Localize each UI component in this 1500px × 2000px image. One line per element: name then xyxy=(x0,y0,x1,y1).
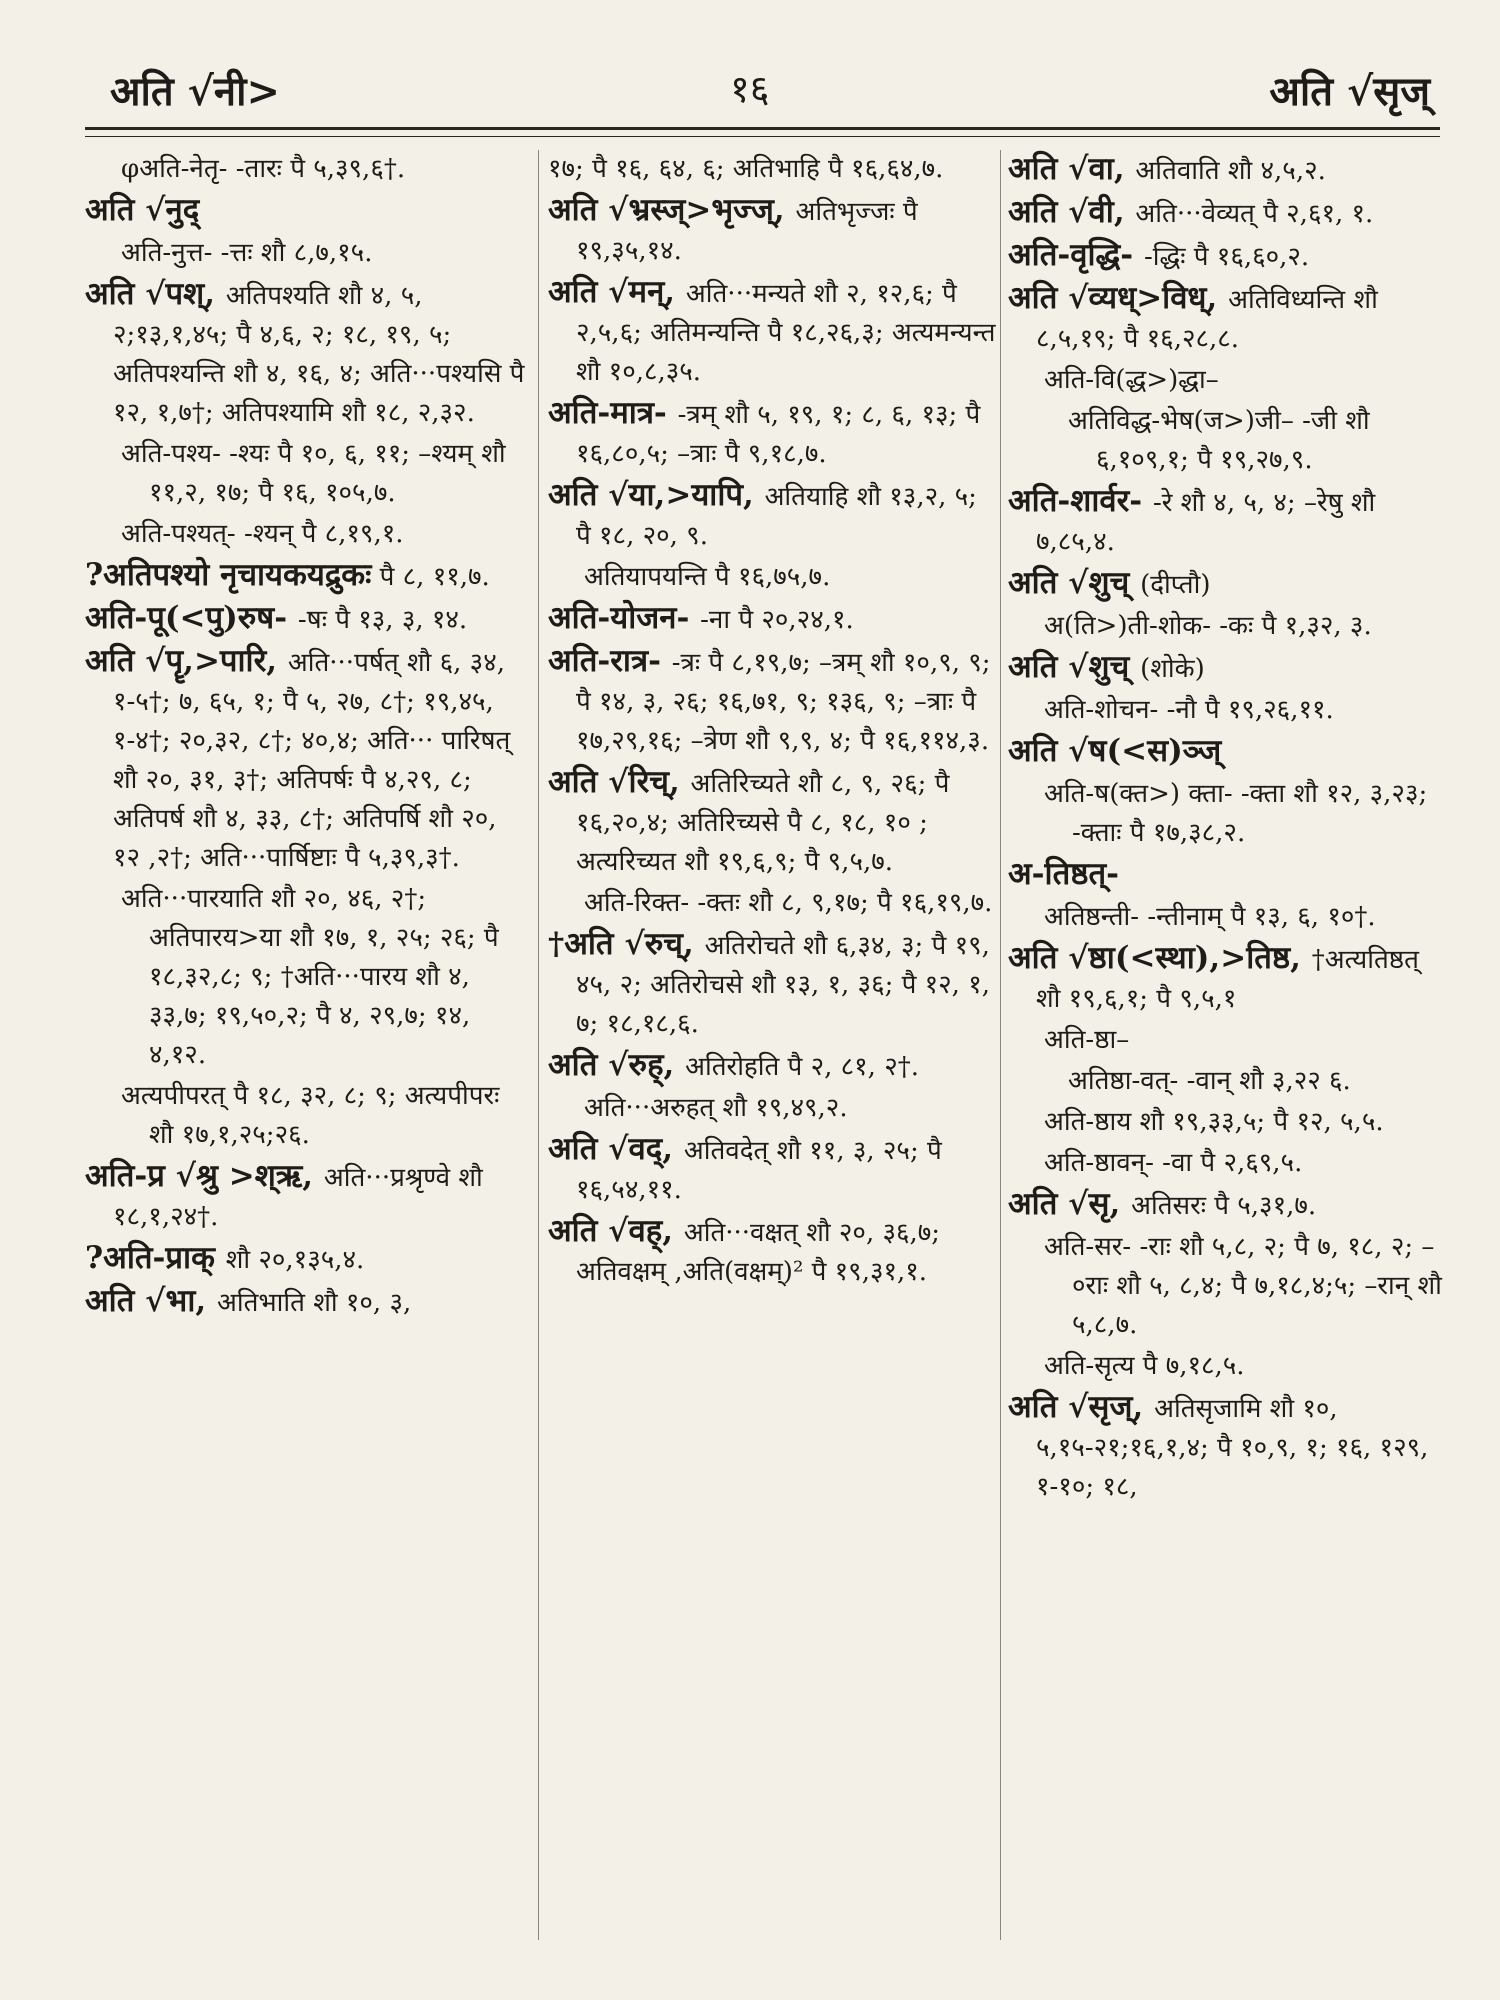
headword: अति √ष(<स)ञ्ज् xyxy=(1008,733,1222,769)
entry-body: अतिभाति शौ १०, ३, xyxy=(216,1288,412,1318)
entry-body: अतिरिच्यते शौ ८, ९, २६; पै १६,२०,४; अतिरिच्यसे पै ८, १८, १० ; अत्यरिच्यत शौ १९,६,९; पै ९,५,७. xyxy=(576,769,950,877)
headword: अति √रिच्, xyxy=(548,764,691,800)
dictionary-entry xyxy=(1008,1185,1448,1226)
entry-body: अति-रिक्त- -क्तः शौ ८, ९,१७; पै १६,१९,७. xyxy=(584,888,993,918)
entry-body: अतिसृजामि शौ १०, ५,१५-२१;१६,१,४; पै १०,९, १; १६, १२९, १-१०; १८, xyxy=(1036,1394,1429,1502)
headword: अति √पश्, xyxy=(85,276,226,312)
entry-body: अतिष्ठा-वत्- -वान् शौ ३,२२ ६. xyxy=(1068,1066,1351,1096)
headword: अति-शार्वर- xyxy=(1008,483,1153,519)
dictionary-entry xyxy=(1008,564,1448,605)
entry-body: शौ २०,१३५,४. xyxy=(225,1245,365,1275)
header-left-guide-word: अति √नी> xyxy=(110,68,281,115)
entry-body: अति-ष(क्त>) क्ता- -क्ता शौ १२, ३,२३; -क्ताः पै १७,३८,२. xyxy=(1044,779,1428,848)
headword: अति-मात्र- xyxy=(548,395,678,431)
headword: अति √भा, xyxy=(85,1283,217,1319)
headword: अति √व्यध्>विध्, xyxy=(1008,280,1229,316)
entry-body: अतिभृज्जः पै १९,३५,१४. xyxy=(576,197,918,266)
entry-body: अति···अरुहत् शौ १९,४९,२. xyxy=(584,1093,848,1123)
entry-body: अ(ति>)ती-शोक- -कः पै १,३२, ३. xyxy=(1044,611,1372,641)
dictionary-entry xyxy=(85,642,530,878)
entry-body: φअति-नेतृ- -तारः पै ५,३९,६†. xyxy=(121,154,406,184)
entry-body: अति···मन्यते शौ २, १२,६; पै २,५,६; अतिमन्यन्ति पै १८,२६,३; अत्यमन्यन्त शौ १०,८,३५. xyxy=(576,279,996,387)
entry-body: अत्यपीपरत् पै १८, ३२, ८; ९; अत्यपीपरः शौ १७,१,२५;२६. xyxy=(121,1081,500,1150)
dictionary-subentry xyxy=(1044,898,1448,937)
dictionary-entry xyxy=(85,1157,530,1237)
entry-body: अति-ष्ठा– xyxy=(1044,1025,1130,1055)
dictionary-entry xyxy=(548,1212,998,1292)
dictionary-entry xyxy=(1008,482,1448,562)
dictionary-subentry xyxy=(121,515,530,554)
entry-body: (शोके) xyxy=(1140,654,1205,684)
headword: अति √शुच् xyxy=(1008,565,1141,601)
headword: अति √सृ, xyxy=(1008,1186,1132,1222)
dictionary-subentry xyxy=(1044,1144,1448,1183)
entry-body: अति-ष्ठावन्- -वा पै २,६९,५. xyxy=(1044,1148,1303,1178)
dictionary-entry xyxy=(1008,279,1448,359)
dictionary-entry xyxy=(1008,648,1448,689)
entry-body: अति-वि(द्ध>)द्धा– xyxy=(1044,365,1219,395)
dictionary-subentry xyxy=(1044,361,1448,400)
headword: अति √वा, xyxy=(1008,151,1136,187)
dictionary-subentry xyxy=(1044,691,1448,730)
entry-body: अति-पश्यत्- -श्यन् पै ८,१९,१. xyxy=(121,519,404,549)
column-2 xyxy=(548,150,998,1960)
dictionary-subentry xyxy=(1044,1228,1448,1345)
headword: अति √या,>यापि, xyxy=(548,477,765,513)
headword: अ-तिष्ठत्- xyxy=(1008,856,1120,892)
headword: अति-वृद्धि- xyxy=(1008,237,1144,273)
entry-body: अतिपश्यति शौ ४, ५, २;१३,१,४५; पै ४,६, २; १८, १९, ५; अतिपश्यन्ति शौ ४, १६, ४; अति···पश्यसि पै १२, १,७†; अतिपश्यामि शौ १८, २,३२. xyxy=(113,281,525,428)
entry-body: अति-सर- -राः शौ ५,८, २; पै ७, १८, २; –०राः शौ ५, ८,४; पै ७,१८,४;५; –रान् शौ ५,८,७. xyxy=(1044,1232,1442,1340)
dictionary-entry xyxy=(1008,1388,1448,1507)
entry-body: अतिविध्यन्ति शौ ८,५,१९; पै १६,२८,८. xyxy=(1036,285,1378,354)
entry-body: अतिसरः पै ५,३१,७. xyxy=(1131,1191,1317,1221)
dictionary-subentry xyxy=(584,1089,998,1128)
page-header xyxy=(110,52,1430,132)
dictionary-entry xyxy=(548,1130,998,1210)
headword: अति √वह्, xyxy=(548,1213,684,1249)
headword: अति √वद्, xyxy=(548,1131,684,1167)
header-right-guide-word: अति √सृज् xyxy=(1269,68,1430,115)
dictionary-entry xyxy=(1008,150,1448,191)
entry-body: -ना पै २०,२४,१. xyxy=(700,605,854,635)
entry-body: -षः पै १३, ३, १४. xyxy=(297,605,468,635)
headword: अति √वी, xyxy=(1008,194,1136,230)
page-number: १६ xyxy=(730,67,770,111)
dictionary-entry xyxy=(548,191,998,271)
entry-body: †अत्यतिष्ठत् शौ १९,६,१; पै ९,५,१ xyxy=(1036,945,1419,1014)
dictionary-entry xyxy=(85,556,530,597)
dictionary-entry xyxy=(548,476,998,556)
column-divider xyxy=(1000,150,1001,1940)
dictionary-entry xyxy=(548,1046,998,1087)
entry-body: १७; पै १६, ६४, ६; अतिभाहि पै १६,६४,७. xyxy=(548,154,944,184)
entry-body: पै ८, ११,७. xyxy=(371,562,490,592)
column-3 xyxy=(1008,150,1448,1960)
headword: अति √रुह्, xyxy=(548,1047,686,1083)
entry-body: अतिवाति शौ ४,५,२. xyxy=(1135,156,1326,186)
header-rule xyxy=(85,127,1440,137)
dictionary-subentry xyxy=(1044,1021,1448,1060)
entry-body: अतिरोहति पै २, ८१, २†. xyxy=(685,1052,919,1082)
dictionary-subentry xyxy=(121,1077,530,1155)
entry-body: -त्रः पै ८,१९,७; –त्रम् शौ १०,९, ९; पै १४, ३, २६; १६,७१, ९; १३६, ९; –त्राः पै १७,२९,१६; –त्रेण शौ ९,९, ४; पै १६,११४,३. xyxy=(576,648,991,756)
dictionary-subentry xyxy=(1068,402,1448,480)
dictionary-subentry xyxy=(1044,607,1448,646)
dictionary-entry xyxy=(85,599,530,640)
headword: ?अतिपश्यो नृचायकयद्रुकः xyxy=(85,557,372,593)
entry-body: अति···वेव्यत् पै २,६१, १. xyxy=(1135,199,1374,229)
entry-body: अति···वक्षत् शौ २०, ३६,७; अतिवक्षम् ,अति(वक्षम्)² पै १९,३१,१. xyxy=(576,1218,941,1287)
dictionary-subentry xyxy=(121,150,530,189)
entry-body: अति···पारयाति शौ २०, ४६, २†; अतिपारय>या शौ १७, १, २५; २६; पै १८,३२,८; ९; †अति···पारय शौ ४, ३३,७; १९,५०,२; पै ४, २९,७; १४, ४,१२. xyxy=(121,884,499,1070)
entry-body: अति···प्रश्रृण्वे शौ १८,१,२४†. xyxy=(113,1163,483,1232)
headword: अति √मन्, xyxy=(548,274,686,310)
dictionary-entry xyxy=(548,763,998,882)
dictionary-subentry xyxy=(1044,1103,1448,1142)
entry-body: अति···पर्षत् शौ ६, ३४, १-५†; ७, ६५, १; पै ५, २७, ८†; १९,४५, १-४†; २०,३२, ८†; ४०,४; अति··· पारिषत् शौ २०, ३१, ३†; अतिपर्षः पै ४,२९, ८; अतिपर्ष शौ ४, ३३, ८†; अतिपर्षि शौ २०, १२ ,२†; अति···पार्षिष्टाः पै ५,३९,३†. xyxy=(113,648,511,873)
column-1 xyxy=(85,150,530,1960)
dictionary-entry xyxy=(85,1282,530,1323)
headword: अति √भ्रस्ज्>भृज्ज्, xyxy=(548,192,796,228)
headword: †अति √रुच्, xyxy=(548,926,705,962)
dictionary-entry xyxy=(85,191,530,232)
dictionary-entry xyxy=(85,1239,530,1280)
headword: अति √पॄ,>पारि, xyxy=(85,643,288,679)
entry-body: अतिविद्ध-भेष(ज>)जी– -जी शौ ६,१०९,१; पै १९,२७,९. xyxy=(1068,406,1370,475)
dictionary-subentry xyxy=(548,150,998,189)
dictionary-entry xyxy=(548,273,998,392)
entry-body: अति-ष्ठाय शौ १९,३३,५; पै १२, ५,५. xyxy=(1044,1107,1384,1137)
dictionary-subentry xyxy=(584,884,998,923)
headword: अति-प्र √श्रु >श्ऋ, xyxy=(85,1158,324,1194)
entry-body: (दीप्तौ) xyxy=(1140,570,1211,600)
dictionary-subentry xyxy=(121,880,530,1075)
dictionary-subentry xyxy=(1068,1062,1448,1101)
entry-body: अति-नुत्त- -त्तः शौ ८,७,१५. xyxy=(121,238,373,268)
headword: अति √सृज्, xyxy=(1008,1389,1155,1425)
headword: अति √नुद् xyxy=(85,192,200,228)
dictionary-subentry xyxy=(1044,775,1448,853)
entry-body: अतियाहि शौ १३,२, ५; पै १८, २०, ९. xyxy=(576,482,977,551)
entry-body: अति-पश्य- -श्यः पै १०, ६, ११; –श्यम् शौ ११,२, १७; पै १६, १०५,७. xyxy=(121,439,506,508)
column-divider xyxy=(538,150,539,1940)
dictionary-entry xyxy=(548,394,998,474)
entry-body: अतिष्ठन्ती- -न्तीनाम् पै १३, ६, १०†. xyxy=(1044,902,1376,932)
dictionary-subentry xyxy=(121,234,530,273)
entry-body: अतियापयन्ति पै १६,७५,७. xyxy=(584,562,831,592)
dictionary-entry xyxy=(1008,193,1448,234)
dictionary-entry xyxy=(1008,236,1448,277)
dictionary-subentry xyxy=(121,435,530,513)
entry-body: -द्धिः पै १६,६०,२. xyxy=(1143,242,1310,272)
headword: अति-योजन- xyxy=(548,600,701,636)
headword: ?अति-प्राक् xyxy=(85,1240,226,1276)
entry-body: -रे शौ ४, ५, ४; –रेषु शौ ७,८५,४. xyxy=(1036,488,1376,557)
entry-body: अति-सृत्य पै ७,१८,५. xyxy=(1044,1351,1245,1381)
headword: अति √ष्ठा(<स्था),>तिष्ठ, xyxy=(1008,940,1312,976)
dictionary-entry xyxy=(548,925,998,1044)
dictionary-entry xyxy=(1008,732,1448,773)
dictionary-entry xyxy=(548,599,998,640)
headword: अति √शुच् xyxy=(1008,649,1141,685)
entry-body: अतिवदेत् शौ ११, ३, २५; पै १६,५४,११. xyxy=(576,1136,942,1205)
entry-body: -त्रम् शौ ५, १९, १; ८, ६, १३; पै १६,८०,५; –त्राः पै ९,१८,७. xyxy=(576,400,981,469)
headword: अति-पू(<पु)रुष- xyxy=(85,600,298,636)
dictionary-entry xyxy=(548,642,998,761)
entry-body: अतिरोचते शौ ६,३४, ३; पै १९, ४५, २; अतिरोचसे शौ १३, १, ३६; पै १२, १, ७; १८,१८,६. xyxy=(576,931,990,1039)
dictionary-entry xyxy=(1008,855,1448,896)
headword: अति-रात्र- xyxy=(548,643,672,679)
dictionary-entry xyxy=(85,275,530,433)
dictionary-subentry xyxy=(584,558,998,597)
dictionary-entry xyxy=(1008,939,1448,1019)
dictionary-subentry xyxy=(1044,1347,1448,1386)
entry-body: अति-शोचन- -नौ पै १९,२६,११. xyxy=(1044,695,1334,725)
